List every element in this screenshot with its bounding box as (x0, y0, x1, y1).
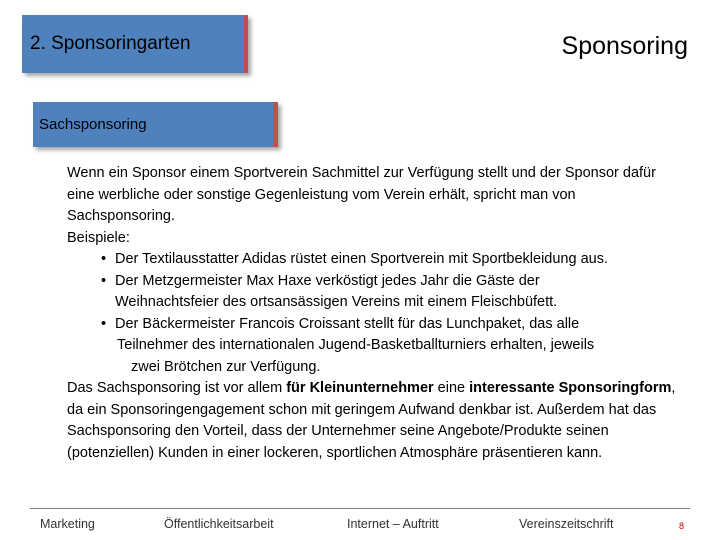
footer-item-magazine: Vereinszeitschrift (519, 517, 614, 531)
page-number: 8 (678, 521, 684, 531)
bullet-icon: • (101, 315, 107, 332)
bullet-item (67, 314, 687, 379)
closing-paragraph (67, 378, 687, 464)
bullet-icon: • (101, 251, 107, 267)
footer-item-internet: Internet – Auftritt (347, 517, 439, 531)
intro-paragraph: Wenn ein Sponsor einem Sportverein Sachmittel zur Verfügung stellt und der Sponsor dafür eine werbliche oder sonstige Gegenleistung vom Verein erhält, spricht man von Sachsponsoring. (67, 165, 656, 224)
bullet-item (67, 249, 687, 271)
bullet-text: Der Bäckermeister Francois Croissant stellt für das Lunchpaket, das alle (115, 315, 580, 332)
closing-emphasis: für Kleinunternehmer (286, 380, 434, 396)
body-text (67, 163, 687, 464)
bullet-text-continued: Weihnachtsfeier des ortsansässigen Vereins mit einem Fleischbüfett. (115, 294, 558, 310)
subheader-label: Sachsponsoring (39, 116, 147, 133)
bullet-text-continued: zwei Brötchen zur Verfügung. (131, 358, 321, 375)
footer-item-marketing: Marketing (40, 517, 95, 531)
bullet-icon: • (101, 272, 107, 289)
closing-emphasis: interessante Sponsoringform (469, 380, 672, 396)
examples-label: Beispiele: (67, 229, 130, 246)
bullet-text-continued: Teilnehmer des internationalen Jugend-Basketballturniers erhalten, jeweils (117, 337, 595, 353)
footer-divider (30, 508, 690, 509)
section-label-box (22, 15, 248, 73)
slide-title: Sponsoring (561, 32, 688, 60)
bullet-text: Der Metzgermeister Max Haxe verköstigt jedes Jahr die Gäste der (115, 272, 540, 289)
closing-text: Das Sachsponsoring ist vor allem (67, 380, 287, 396)
subheader-box (33, 102, 278, 147)
bullet-text: Der Textilausstatter Adidas rüstet einen Sportverein mit Sportbekleidung aus. (115, 251, 608, 267)
bullet-item (67, 271, 687, 314)
closing-text: eine (433, 380, 470, 396)
closing-text: , da ein Sponsoringengagement schon mit geringem Aufwand denkbar ist. Außerdem hat das Sachsponsoring den Vorteil, dass der Unternehmer seine Angebote/Produkte seinen (potenziellen) Kunden in einer lockeren, sportlichen Atmosphäre präsentieren kann. (67, 380, 676, 461)
section-label: 2. Sponsoringarten (30, 33, 191, 54)
footer-item-pr: Öffentlichkeitsarbeit (164, 517, 274, 531)
